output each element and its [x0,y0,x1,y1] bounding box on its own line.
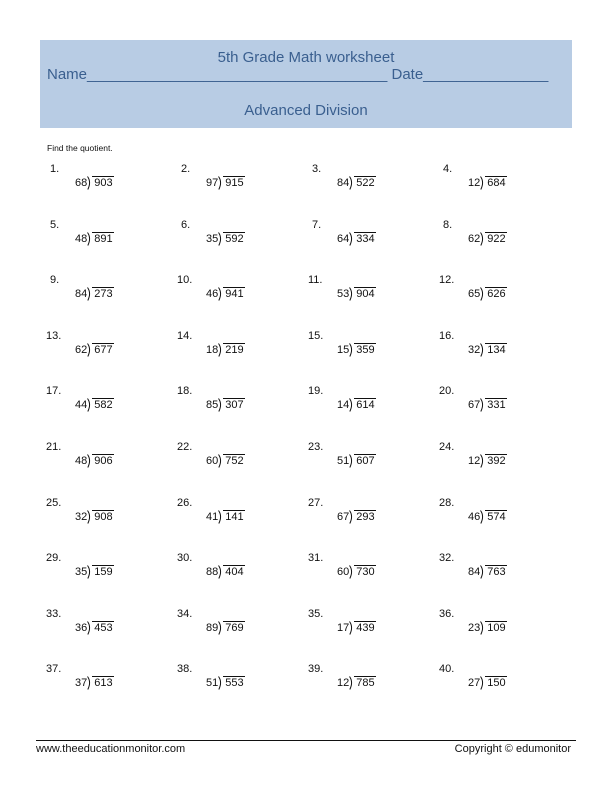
division-expression [468,621,507,634]
divisor: 12 [468,177,481,189]
long-division-bracket-icon [218,176,223,189]
problem-number: 26. [177,496,193,509]
long-division-bracket-icon [218,621,223,634]
divisor: 35 [75,566,88,579]
divisor: 15 [337,343,350,356]
division-problem [307,274,417,314]
divisor: 60 [337,566,350,579]
division-expression [206,621,245,634]
divisor: 85 [206,399,219,412]
division-expression [468,287,507,300]
dividend: 141 [225,510,244,523]
division-problem [307,385,417,425]
divisor: 23 [468,621,481,634]
division-problem [438,274,548,314]
divisor: 37 [75,677,88,690]
worksheet-title: 5th Grade Math worksheet [217,49,395,66]
division-problem [307,163,417,203]
division-expression [337,676,376,689]
problem-number: 25. [46,496,62,509]
division-expression [75,343,114,356]
long-division-bracket-icon [218,343,223,356]
divisor: 12 [337,677,350,690]
division-expression [468,454,507,467]
dividend: 592 [225,232,244,245]
division-expression [337,176,376,189]
divisor: 27 [468,677,481,690]
division-expression [337,510,376,523]
dividend: 553 [225,677,244,690]
long-division-bracket-icon [87,510,92,523]
divisor: 46 [468,510,481,523]
divisor: 48 [75,232,88,245]
problem-number: 38. [177,663,193,676]
divisor: 62 [75,343,88,356]
division-problem [307,219,417,259]
division-problem [45,497,155,537]
divisor: 84 [468,566,481,579]
long-division-bracket-icon [87,565,92,578]
divisor: 67 [468,399,481,412]
footer-website: www.theeducationmonitor.com [36,743,186,755]
division-problem [307,441,417,481]
footer-copyright: Copyright © edumonitor [454,743,571,755]
division-problem [45,330,155,370]
division-expression [206,510,245,523]
dividend: 331 [487,399,506,412]
problem-number: 16. [439,329,455,342]
long-division-bracket-icon [480,287,485,300]
division-expression [75,232,114,245]
division-expression [337,398,376,411]
problem-number: 34. [177,607,193,620]
division-expression [468,232,507,245]
long-division-bracket-icon [480,621,485,634]
dividend: 392 [487,455,506,467]
problem-number: 14. [177,329,193,342]
division-problem [307,552,417,592]
division-expression [337,287,376,300]
divisor: 32 [75,510,88,523]
long-division-bracket-icon [87,398,92,411]
dividend: 219 [225,343,244,356]
divisor: 65 [468,288,481,301]
long-division-bracket-icon [218,510,223,523]
dividend: 150 [487,677,506,690]
divisor: 67 [337,510,350,523]
long-division-bracket-icon [480,454,485,467]
dividend: 614 [356,399,375,412]
dividend: 891 [94,232,113,245]
division-problem [45,552,155,592]
problem-number: 27. [308,496,324,509]
problem-number: 5. [50,218,60,231]
divisor: 53 [337,288,350,301]
divisor: 60 [206,455,219,467]
dividend: 613 [94,677,113,690]
division-problem [176,330,286,370]
divisor: 14 [337,399,350,412]
problem-number: 37. [46,663,62,676]
dividend: 922 [487,232,506,245]
problem-number: 2. [181,163,191,175]
division-problem [307,663,417,703]
problem-number: 40. [439,663,455,676]
problem-number: 15. [308,329,324,342]
long-division-bracket-icon [349,343,354,356]
division-expression [75,510,114,523]
division-expression [206,176,245,189]
long-division-bracket-icon [87,343,92,356]
division-expression [468,510,507,523]
dividend: 359 [356,343,375,356]
division-expression [468,343,507,356]
division-problem [45,163,155,203]
long-division-bracket-icon [87,287,92,300]
long-division-bracket-icon [349,510,354,523]
division-problem [45,441,155,481]
division-problem [176,219,286,259]
dividend: 915 [225,177,244,189]
divisor: 32 [468,343,481,356]
problem-number: 36. [439,607,455,620]
problem-number: 4. [443,163,453,175]
division-problem [307,497,417,537]
problem-number: 8. [443,218,453,231]
problem-number: 31. [308,552,324,565]
division-expression [75,621,114,634]
division-problem [438,663,548,703]
long-division-bracket-icon [480,176,485,189]
divisor: 62 [468,232,481,245]
long-division-bracket-icon [218,565,223,578]
division-problem [176,552,286,592]
dividend: 159 [94,566,113,579]
dividend: 684 [487,177,506,189]
problem-number: 7. [312,218,322,231]
problem-number: 10. [177,274,193,287]
divisor: 46 [206,288,219,301]
dividend: 941 [225,288,244,301]
division-expression [206,565,245,578]
dividend: 134 [487,343,506,356]
long-division-bracket-icon [87,676,92,689]
problem-number: 11. [308,274,323,287]
long-division-bracket-icon [480,398,485,411]
problem-number: 23. [308,441,324,453]
dividend: 763 [487,566,506,579]
long-division-bracket-icon [87,454,92,467]
divisor: 36 [75,621,88,634]
division-expression [206,343,245,356]
long-division-bracket-icon [480,565,485,578]
division-problem [176,274,286,314]
division-problem [45,385,155,425]
long-division-bracket-icon [218,287,223,300]
dividend: 626 [487,288,506,301]
problem-number: 17. [46,385,62,398]
dividend: 307 [225,399,244,412]
divisor: 17 [337,621,350,634]
division-problem [176,441,286,481]
dividend: 109 [487,621,506,634]
divisor: 89 [206,621,219,634]
name-date-line: Name____________________________________ Date_______________ [47,66,549,83]
long-division-bracket-icon [87,232,92,245]
problem-number: 21. [46,441,62,453]
long-division-bracket-icon [218,454,223,467]
problem-number: 19. [308,385,324,398]
problem-number: 22. [177,441,193,453]
long-division-bracket-icon [218,232,223,245]
division-expression [337,454,376,467]
problem-number: 35. [308,607,324,620]
divisor: 68 [75,177,88,189]
division-problem [438,219,548,259]
long-division-bracket-icon [218,676,223,689]
division-problem [438,552,548,592]
divisor: 51 [337,455,350,467]
division-expression [468,565,507,578]
dividend: 574 [487,510,506,523]
problem-number: 12. [439,274,455,287]
division-problem [45,608,155,648]
division-problem [438,385,548,425]
division-expression [468,398,507,411]
long-division-bracket-icon [480,232,485,245]
dividend: 334 [356,232,375,245]
division-expression [337,343,376,356]
worksheet-subtitle: Advanced Division [244,102,368,119]
division-expression [75,398,114,411]
divisor: 64 [337,232,350,245]
long-division-bracket-icon [349,454,354,467]
long-division-bracket-icon [349,676,354,689]
dividend: 582 [94,399,113,412]
division-problem [45,663,155,703]
problem-number: 28. [439,496,455,509]
divisor: 35 [206,232,219,245]
problem-number: 18. [177,385,193,398]
dividend: 769 [225,621,244,634]
divisor: 41 [206,510,219,523]
long-division-bracket-icon [87,621,92,634]
problem-number: 20. [439,385,455,398]
division-expression [75,565,114,578]
long-division-bracket-icon [349,176,354,189]
divisor: 84 [75,288,88,301]
long-division-bracket-icon [480,510,485,523]
dividend: 453 [94,621,113,634]
division-expression [468,176,507,189]
problem-number: 1. [50,163,60,175]
division-problem [176,163,286,203]
division-expression [206,287,245,300]
long-division-bracket-icon [87,176,92,189]
dividend: 752 [225,455,244,467]
divisor: 44 [75,399,88,412]
long-division-bracket-icon [349,398,354,411]
dividend: 677 [94,343,113,356]
dividend: 404 [225,566,244,579]
division-expression [75,287,114,300]
division-expression [206,398,245,411]
divisor: 97 [206,177,219,189]
division-expression [337,621,376,634]
dividend: 906 [94,455,113,467]
division-problem [307,330,417,370]
division-expression [75,676,114,689]
division-problem [307,608,417,648]
divisor: 18 [206,343,219,356]
instructions: Find the quotient. [47,143,113,153]
dividend: 730 [356,566,375,579]
division-expression [468,676,507,689]
long-division-bracket-icon [349,565,354,578]
dividend: 439 [356,621,375,634]
problem-number: 9. [50,274,60,287]
division-expression [75,454,114,467]
division-expression [206,676,245,689]
division-expression [206,232,245,245]
problem-number: 13. [46,329,62,342]
division-problem [176,497,286,537]
footer-divider [36,740,576,741]
problem-number: 30. [177,552,193,565]
problem-number: 6. [181,218,191,231]
division-expression [206,454,245,467]
dividend: 522 [356,177,375,189]
divisor: 12 [468,455,481,467]
division-problem [45,274,155,314]
problem-number: 39. [308,663,324,676]
division-problem [438,497,548,537]
division-problem [176,608,286,648]
problem-number: 3. [312,163,322,175]
division-problem [438,163,548,203]
dividend: 293 [356,510,375,523]
division-problem [176,385,286,425]
dividend: 785 [356,677,375,690]
long-division-bracket-icon [349,621,354,634]
divisor: 51 [206,677,219,690]
long-division-bracket-icon [349,232,354,245]
divisor: 88 [206,566,219,579]
dividend: 904 [356,288,375,301]
division-expression [75,176,114,189]
problem-number: 29. [46,552,62,565]
long-division-bracket-icon [349,287,354,300]
dividend: 273 [94,288,113,301]
division-expression [337,232,376,245]
problem-number: 24. [439,441,455,453]
division-problem [438,608,548,648]
problem-number: 32. [439,552,455,565]
division-problem [45,219,155,259]
long-division-bracket-icon [218,398,223,411]
division-problem [438,441,548,481]
long-division-bracket-icon [480,676,485,689]
long-division-bracket-icon [480,343,485,356]
division-problem [176,663,286,703]
dividend: 908 [94,510,113,523]
division-expression [337,565,376,578]
dividend: 607 [356,455,375,467]
dividend: 903 [94,177,113,189]
problem-number: 33. [46,607,62,620]
division-problem [438,330,548,370]
divisor: 48 [75,455,88,467]
divisor: 84 [337,177,350,189]
